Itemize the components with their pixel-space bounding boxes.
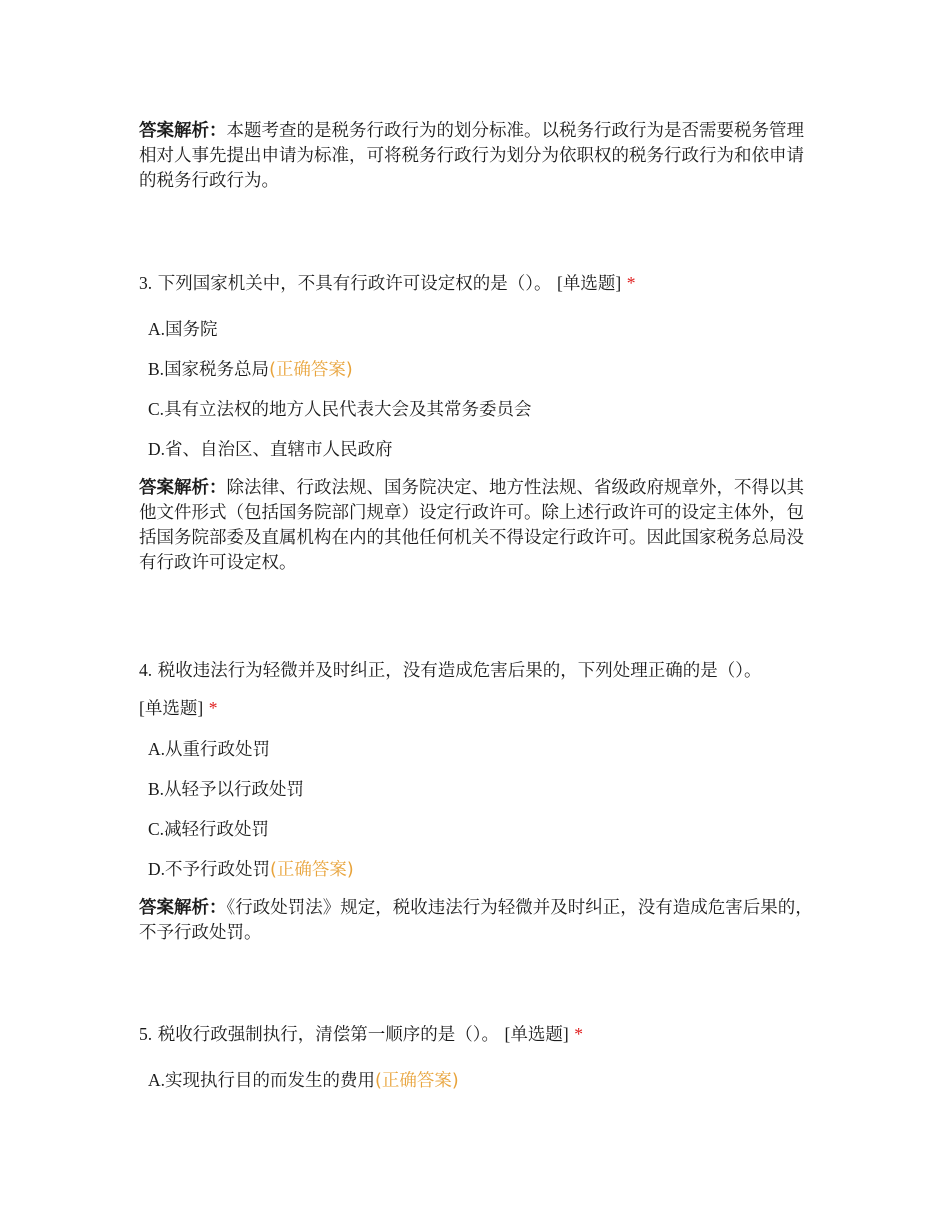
question-3-option-c[interactable] xyxy=(148,397,532,422)
answer-explanation-q3 xyxy=(139,476,814,576)
question-type: [单选题] xyxy=(139,698,204,718)
question-4-option-b[interactable] xyxy=(148,777,304,802)
option-letter: B. xyxy=(148,359,165,379)
question-5-option-a[interactable] xyxy=(148,1068,459,1093)
question-4-option-c[interactable] xyxy=(148,817,269,842)
question-number: 5. xyxy=(139,1024,153,1044)
explanation-label: 答案解析： xyxy=(139,121,227,141)
option-text: 国务院 xyxy=(165,320,218,340)
question-3-option-a[interactable] xyxy=(148,317,218,342)
question-type: [单选题] xyxy=(504,1024,569,1044)
question-3-stem xyxy=(139,270,814,297)
option-text: 具有立法权的地方人民代表大会及其常务委员会 xyxy=(164,400,532,420)
option-letter: A. xyxy=(148,319,166,339)
correct-answer-tag: (正确答案) xyxy=(270,860,354,880)
required-mark: * xyxy=(626,273,636,293)
option-letter: C. xyxy=(148,399,165,419)
question-number: 3. xyxy=(139,273,153,293)
question-text: 下列国家机关中，不具有行政许可设定权的是（）。 xyxy=(157,274,552,294)
option-text: 从轻予以行政处罚 xyxy=(164,780,305,800)
answer-explanation-q4 xyxy=(139,896,814,946)
question-4-option-d[interactable] xyxy=(148,857,354,882)
option-text: 实现执行目的而发生的费用 xyxy=(165,1071,376,1091)
option-text: 从重行政处罚 xyxy=(165,740,271,760)
question-text: 税收行政强制执行，清偿第一顺序的是（）。 xyxy=(157,1025,499,1045)
explanation-label: 答案解析： xyxy=(139,478,227,498)
question-text: 税收违法行为轻微并及时纠正，没有造成危害后果的，下列处理正确的是（）。 xyxy=(157,661,762,681)
question-3-option-d[interactable] xyxy=(148,437,393,462)
option-text: 国家税务总局 xyxy=(164,360,270,380)
option-letter: A. xyxy=(148,739,166,759)
explanation-label: 答案解析： xyxy=(139,898,227,918)
question-4-option-a[interactable] xyxy=(148,737,270,762)
question-type: [单选题] xyxy=(557,273,622,293)
question-number: 4. xyxy=(139,660,153,680)
option-letter: B. xyxy=(148,779,165,799)
option-letter: D. xyxy=(148,859,166,879)
option-text: 不予行政处罚 xyxy=(165,860,271,880)
required-mark: * xyxy=(208,698,218,718)
question-5-stem xyxy=(139,1021,814,1048)
option-text: 减轻行政处罚 xyxy=(164,820,270,840)
option-letter: C. xyxy=(148,819,165,839)
option-text: 省、自治区、直辖市人民政府 xyxy=(165,440,393,460)
question-3-option-b[interactable] xyxy=(148,357,353,382)
correct-answer-tag: (正确答案) xyxy=(269,360,353,380)
option-letter: D. xyxy=(148,439,166,459)
explanation-text: 除法律、行政法规、国务院决定、地方性法规、省级政府规章外，不得以其他文件形式（包括国务院部门规章）设定行政许可。除上述行政许可的设定主体外，包括国务院部委及直属机构在内的其他任何机关不得设定行政许可。因此国家税务总局没有行政许可设定权。 xyxy=(139,478,804,573)
answer-explanation-q2 xyxy=(139,119,814,194)
correct-answer-tag: (正确答案) xyxy=(375,1071,459,1091)
explanation-text: 本题考查的是税务行政行为的划分标准。以税务行政行为是否需要税务管理相对人事先提出申请为标准，可将税务行政行为划分为依职权的税务行政行为和依申请的税务行政行为。 xyxy=(139,121,804,191)
option-letter: A. xyxy=(148,1070,166,1090)
explanation-text: 《行政处罚法》规定，税收违法行为轻微并及时纠正，没有造成危害后果的，不予行政处罚。 xyxy=(139,898,813,943)
question-4-stem xyxy=(139,652,814,728)
required-mark: * xyxy=(574,1024,584,1044)
